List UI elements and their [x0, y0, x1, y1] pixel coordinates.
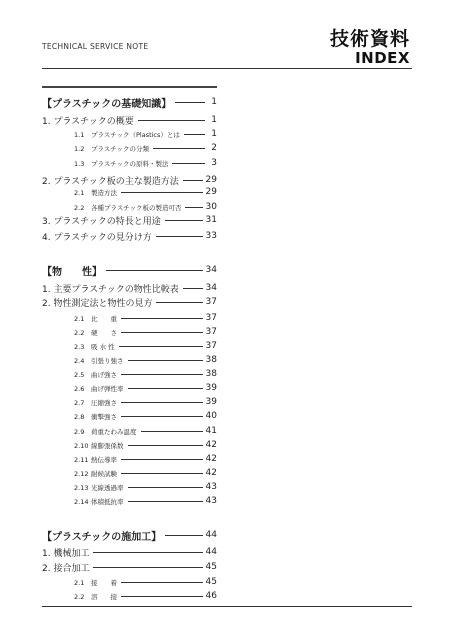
toc-leader-line — [121, 374, 203, 375]
toc-leader-line — [121, 582, 203, 583]
toc-leader-line — [141, 431, 203, 432]
toc-chapter — [42, 561, 217, 573]
toc-subentry — [42, 312, 217, 324]
toc-page-number: 29 — [205, 187, 217, 197]
toc-number: 1.2 — [74, 144, 85, 153]
toc-page-number: 37 — [205, 313, 217, 323]
toc-leader-line — [165, 220, 203, 221]
toc-text: 光線透過率 — [91, 483, 124, 492]
toc-page-number: 30 — [205, 202, 217, 212]
toc-subentry — [42, 368, 217, 380]
toc-leader-line — [121, 318, 203, 319]
toc-page-number: 39 — [205, 383, 217, 393]
toc-text: 衝撃強さ — [91, 412, 117, 421]
toc-leader-line — [128, 388, 203, 389]
toc-number: 2.14 — [74, 497, 89, 506]
toc-page-number: 1 — [211, 129, 217, 139]
toc-number: 2.1 — [74, 314, 85, 323]
toc-subentry — [42, 326, 217, 338]
toc-page-number: 39 — [205, 397, 217, 407]
toc-chapter — [42, 214, 217, 226]
toc-page-number: 43 — [205, 496, 217, 506]
toc-number: 2.10 — [74, 441, 89, 450]
toc-leader-line — [153, 148, 205, 149]
toc-leader-line — [172, 163, 205, 164]
toc-label — [42, 592, 117, 601]
toc-leader-line — [93, 552, 202, 553]
toc-label: 4. プラスチックの見分け方 — [42, 232, 152, 243]
toc-text: 荷重たわみ温度 — [91, 427, 137, 436]
toc-chapter — [42, 174, 217, 186]
toc-label — [42, 497, 124, 506]
toc-label — [42, 469, 117, 478]
toc-section — [42, 264, 217, 276]
toc-number: 2.4 — [74, 356, 85, 365]
toc-text: 圧縮強さ — [91, 398, 117, 407]
toc-subentry — [42, 340, 217, 352]
toc-label: 1. 主要プラスチックの物性比較表 — [42, 284, 179, 295]
toc-page-number: 44 — [205, 547, 217, 557]
toc-page-number: 43 — [205, 482, 217, 492]
toc-text: 吸 水 性 — [91, 342, 115, 351]
toc-label — [42, 412, 117, 421]
toc-chapter — [42, 230, 217, 242]
footer-rule — [42, 606, 412, 607]
toc-label: 【プラスチックの施加工】 — [42, 531, 162, 543]
toc-leader-line — [175, 102, 205, 103]
toc-leader-line — [106, 270, 203, 271]
toc-leader-line — [183, 180, 203, 181]
title-japanese: 技術資料 — [329, 28, 410, 50]
toc-number: 2.2 — [74, 328, 85, 337]
toc-text: 溶 接 — [91, 592, 117, 601]
toc-subentry — [42, 467, 217, 479]
toc-leader-line — [121, 596, 203, 597]
toc-leader-line — [128, 487, 203, 488]
page-title — [330, 30, 410, 66]
toc-subentry — [42, 439, 217, 451]
toc-label — [42, 370, 117, 379]
toc-leader-line — [128, 360, 203, 361]
toc-page-number: 29 — [205, 175, 217, 185]
toc-subentry — [42, 128, 217, 140]
toc-page-number: 45 — [205, 577, 217, 587]
toc-label — [42, 427, 137, 436]
toc-label — [42, 314, 117, 323]
toc-text: 耐候試験 — [91, 469, 117, 478]
toc-number: 2.9 — [74, 427, 85, 436]
toc-label — [42, 455, 117, 464]
toc-subentry — [42, 382, 217, 394]
toc-subentry — [42, 354, 217, 366]
toc-chapter — [42, 114, 217, 126]
toc-subentry — [42, 142, 217, 154]
toc-label: 3. プラスチックの特長と用途 — [42, 216, 161, 227]
toc-page-number: 34 — [205, 283, 217, 293]
toc-page-number: 38 — [205, 369, 217, 379]
toc-label — [42, 441, 124, 450]
toc-text: 曲げ強さ — [91, 370, 117, 379]
toc-leader-line — [121, 192, 203, 193]
toc-page-number: 45 — [205, 562, 217, 572]
toc-text: 接 着 — [91, 578, 117, 587]
toc-number: 2.8 — [74, 412, 85, 421]
toc-leader-line — [185, 207, 202, 208]
toc-subentry — [42, 410, 217, 422]
toc-leader-line — [121, 332, 203, 333]
toc-label — [42, 483, 124, 492]
toc-text: 製造方法 — [91, 188, 117, 197]
toc-label: 1. プラスチックの概要 — [42, 116, 134, 127]
title-english: INDEX — [355, 49, 410, 67]
toc-page-number: 40 — [205, 411, 217, 421]
toc-subentry — [42, 396, 217, 408]
toc-section — [42, 96, 217, 108]
toc-leader-line — [183, 288, 203, 289]
toc-page-number: 46 — [205, 591, 217, 601]
toc-text: 引張り強さ — [91, 356, 124, 365]
toc-label: 1. 機械加工 — [42, 548, 90, 559]
toc-label — [42, 398, 117, 407]
toc-subentry — [42, 590, 217, 602]
toc-page-number: 2 — [211, 143, 217, 153]
toc-leader-line — [138, 120, 205, 121]
toc-number: 1.1 — [74, 130, 85, 139]
toc-number: 2.5 — [74, 370, 85, 379]
toc-text: 体積抵抗率 — [91, 497, 124, 506]
toc-number: 2.13 — [74, 483, 89, 492]
toc-leader-line — [128, 501, 203, 502]
toc-leader-line — [184, 134, 205, 135]
toc-number: 2.1 — [74, 578, 85, 587]
toc-leader-line — [156, 302, 202, 303]
toc-page-number: 38 — [205, 355, 217, 365]
toc-label — [42, 130, 180, 139]
toc-subentry — [42, 453, 217, 465]
toc-subentry — [42, 495, 217, 507]
header-note: TECHNICAL SERVICE NOTE — [42, 42, 149, 51]
toc-label — [42, 328, 117, 337]
toc-label: 2. 接合加工 — [42, 563, 90, 574]
toc-number: 2.2 — [74, 203, 85, 212]
toc-page-number: 42 — [205, 468, 217, 478]
toc-label — [42, 188, 117, 197]
toc-leader-line — [121, 473, 203, 474]
toc-text: 各種プラスチック板の製造可否 — [91, 203, 182, 212]
toc-label — [42, 144, 149, 153]
toc-leader-line — [121, 416, 203, 417]
toc-page-number: 1 — [211, 97, 217, 107]
toc-subentry — [42, 186, 217, 198]
toc-text: プラスチックの分類 — [91, 144, 149, 153]
toc-label: 2. 物性測定法と物性の見方 — [42, 298, 153, 309]
toc-text: 熱伝導率 — [91, 455, 117, 464]
toc-label — [42, 203, 181, 212]
toc-number: 1.3 — [74, 159, 85, 168]
toc-page-number: 42 — [205, 440, 217, 450]
toc-subentry — [42, 481, 217, 493]
toc-number: 2.1 — [74, 188, 85, 197]
toc-number: 2.11 — [74, 455, 89, 464]
toc-label: 2. プラスチック板の主な製造方法 — [42, 176, 179, 187]
toc-subentry — [42, 576, 217, 588]
toc-subentry — [42, 157, 217, 169]
toc-leader-line — [156, 236, 203, 237]
toc-page-number: 44 — [205, 530, 217, 540]
toc-label — [42, 342, 115, 351]
toc-leader-line — [165, 535, 202, 536]
toc-leader-line — [119, 346, 203, 347]
toc-page-number: 37 — [205, 327, 217, 337]
toc-text: プラスチックの原料・製法 — [91, 159, 169, 168]
toc-label: 【プラスチックの基礎知識】 — [42, 98, 172, 110]
toc-number: 2.3 — [74, 342, 85, 351]
toc-page-number: 33 — [205, 231, 217, 241]
toc-page-number: 31 — [205, 215, 217, 225]
toc-leader-line — [93, 567, 202, 568]
toc-chapter — [42, 546, 217, 558]
toc-page-number: 34 — [205, 265, 217, 275]
toc-leader-line — [121, 402, 203, 403]
toc-label — [42, 578, 117, 587]
toc-text: 硬 さ — [91, 328, 117, 337]
toc-leader-line — [121, 459, 203, 460]
toc-label — [42, 159, 168, 168]
toc-subentry — [42, 425, 217, 437]
toc-page-number: 41 — [205, 426, 217, 436]
toc-subentry — [42, 201, 217, 213]
toc-number: 2.7 — [74, 398, 85, 407]
toc-label: 【物 性】 — [42, 266, 102, 278]
toc-number: 2.12 — [74, 469, 89, 478]
toc-text: 比 重 — [91, 314, 117, 323]
toc-page-number: 1 — [211, 115, 217, 125]
toc-text: プラスチック（Plastics）とは — [91, 130, 180, 139]
toc-number: 2.6 — [74, 384, 85, 393]
toc-label — [42, 356, 124, 365]
toc-leader-line — [128, 445, 203, 446]
toc-page-number: 3 — [211, 158, 217, 168]
toc-number: 2.2 — [74, 592, 85, 601]
toc-text: 曲げ弾性率 — [91, 384, 124, 393]
toc-chapter — [42, 296, 217, 308]
toc-top-rule — [42, 86, 217, 88]
toc-chapter — [42, 282, 217, 294]
toc-text: 線膨張係数 — [91, 441, 124, 450]
toc-section — [42, 529, 217, 541]
toc-label — [42, 384, 124, 393]
toc-page-number: 37 — [205, 341, 217, 351]
header-rule — [42, 68, 412, 69]
toc-page-number: 42 — [205, 454, 217, 464]
toc-page-number: 37 — [205, 297, 217, 307]
